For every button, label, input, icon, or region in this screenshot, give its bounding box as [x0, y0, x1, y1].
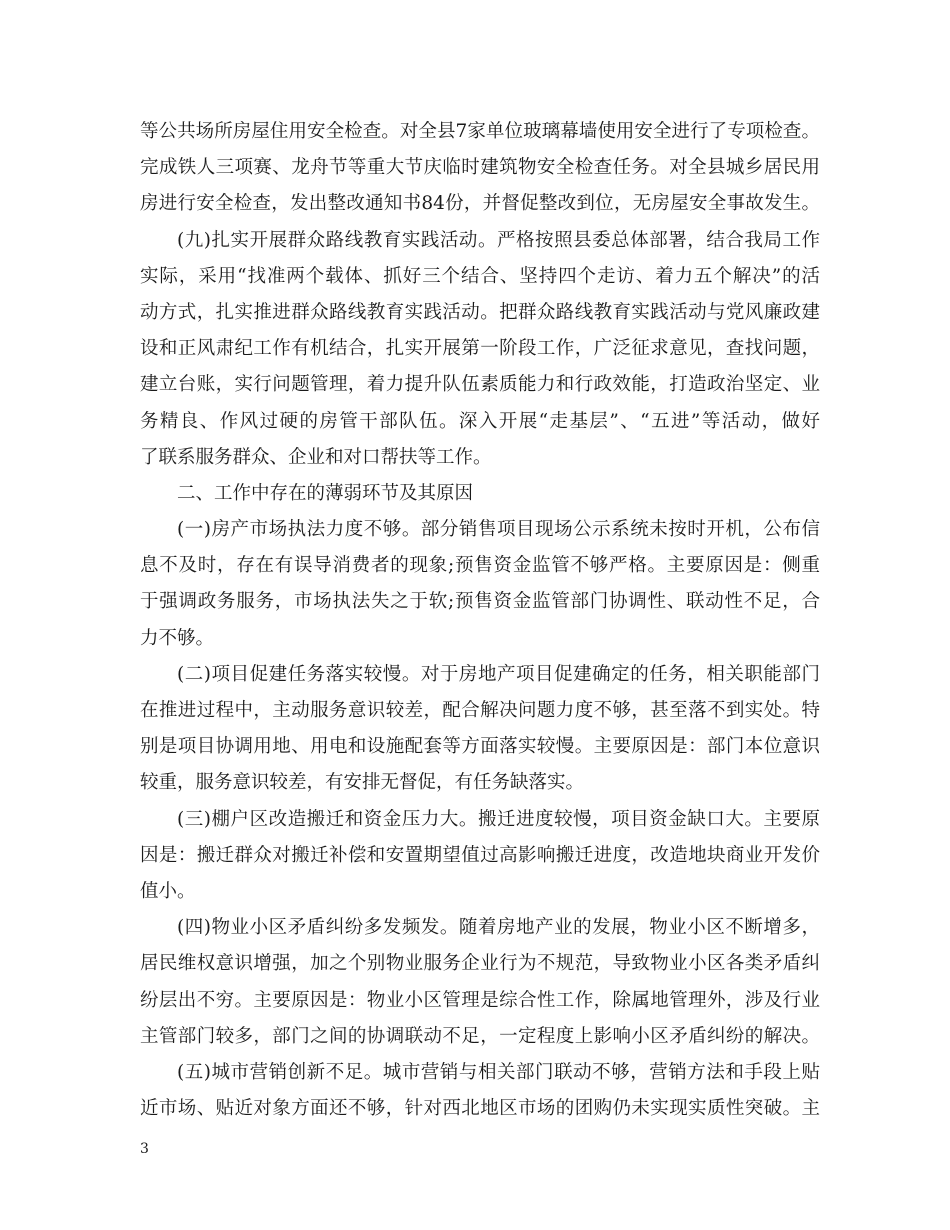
text-line: 主管部门较多，部门之间的协调联动不足，一定程度上影响小区矛盾纠纷的解决。 [140, 1025, 820, 1047]
text-line: 于强调政务服务，市场执法失之于软;预售资金监管部门协调性、联动性不足，合 [140, 591, 820, 613]
text-line: 力不够。 [140, 627, 215, 649]
text-line: (二)项目促建任务落实较慢。对于房地产项目促建确定的任务，相关职能部门 [177, 663, 820, 685]
text-line: 建立台账，实行问题管理，着力提升队伍素质能力和行政效能，打造政治坚定、业 [140, 374, 820, 396]
text-line: 动方式，扎实推进群众路线教育实践活动。把群众路线教育实践活动与党风廉政建 [140, 301, 820, 323]
text-line: 值小。 [140, 880, 196, 902]
page-number: 3 [140, 1141, 149, 1157]
text-line: (五)城市营销创新不足。城市营销与相关部门联动不够，营销方法和手段上贴 [177, 1061, 820, 1083]
text-line: 居民维权意识增强，加之个别物业服务企业行为不规范，导致物业小区各类矛盾纠 [140, 953, 820, 975]
text-line: (四)物业小区矛盾纠纷多发频发。随着房地产业的发展，物业小区不断增多， [177, 917, 820, 939]
text-line: 了联系服务群众、企业和对口帮扶等工作。 [140, 446, 492, 468]
text-line: 在推进过程中，主动服务意识较差，配合解决问题力度不够，甚至落不到实处。特 [140, 700, 820, 721]
text-line: 等公共场所房屋住用安全检查。对全县7家单位玻璃幕墙使用安全进行了专项检查。 [140, 121, 820, 142]
text-line: 息不及时，存在有误导消费者的现象;预售资金监管不够严格。主要原因是：侧重 [140, 555, 820, 577]
text-line: 因是：搬迁群众对搬迁补偿和安置期望值过高影响搬迁进度，改造地块商业开发价 [140, 844, 820, 866]
text-line: 二、工作中存在的薄弱环节及其原因 [177, 482, 474, 504]
text-line: (三)棚户区改造搬迁和资金压力大。搬迁进度较慢，项目资金缺口大。主要原 [177, 808, 820, 830]
text-line: 纷层出不穷。主要原因是：物业小区管理是综合性工作，除属地管理外，涉及行业 [140, 989, 820, 1011]
text-line: 实际，采用“找准两个载体、抓好三个结合、坚持四个走访、着力五个解决”的活 [140, 265, 820, 287]
document-body [140, 114, 820, 1127]
text-line: 近市场、贴近对象方面还不够，针对西北地区市场的团购仍未实现实质性突破。主 [140, 1098, 820, 1120]
text-line: 完成铁人三项赛、龙舟节等重大节庆临时建筑物安全检查任务。对全县城乡居民用 [140, 157, 820, 179]
text-line: 房进行安全检查，发出整改通知书84份，并督促整改到位，无房屋安全事故发生。 [140, 193, 820, 215]
text-line: 设和正风肃纪工作有机结合，扎实开展第一阶段工作，广泛征求意见，查找问题， [140, 338, 820, 360]
text-line: (九)扎实开展群众路线教育实践活动。严格按照县委总体部署，结合我局工作 [177, 229, 820, 251]
text-line: 别是项目协调用地、用电和设施配套等方面落实较慢。主要原因是：部门本位意识 [140, 736, 820, 758]
text-line: 务精良、作风过硬的房管干部队伍。深入开展“走基层”、“五进”等活动，做好 [140, 410, 820, 432]
text-line: 较重，服务意识较差，有安排无督促，有任务缺落实。 [140, 772, 585, 794]
text-line: (一)房产市场执法力度不够。部分销售项目现场公示系统未按时开机，公布信 [177, 519, 820, 541]
